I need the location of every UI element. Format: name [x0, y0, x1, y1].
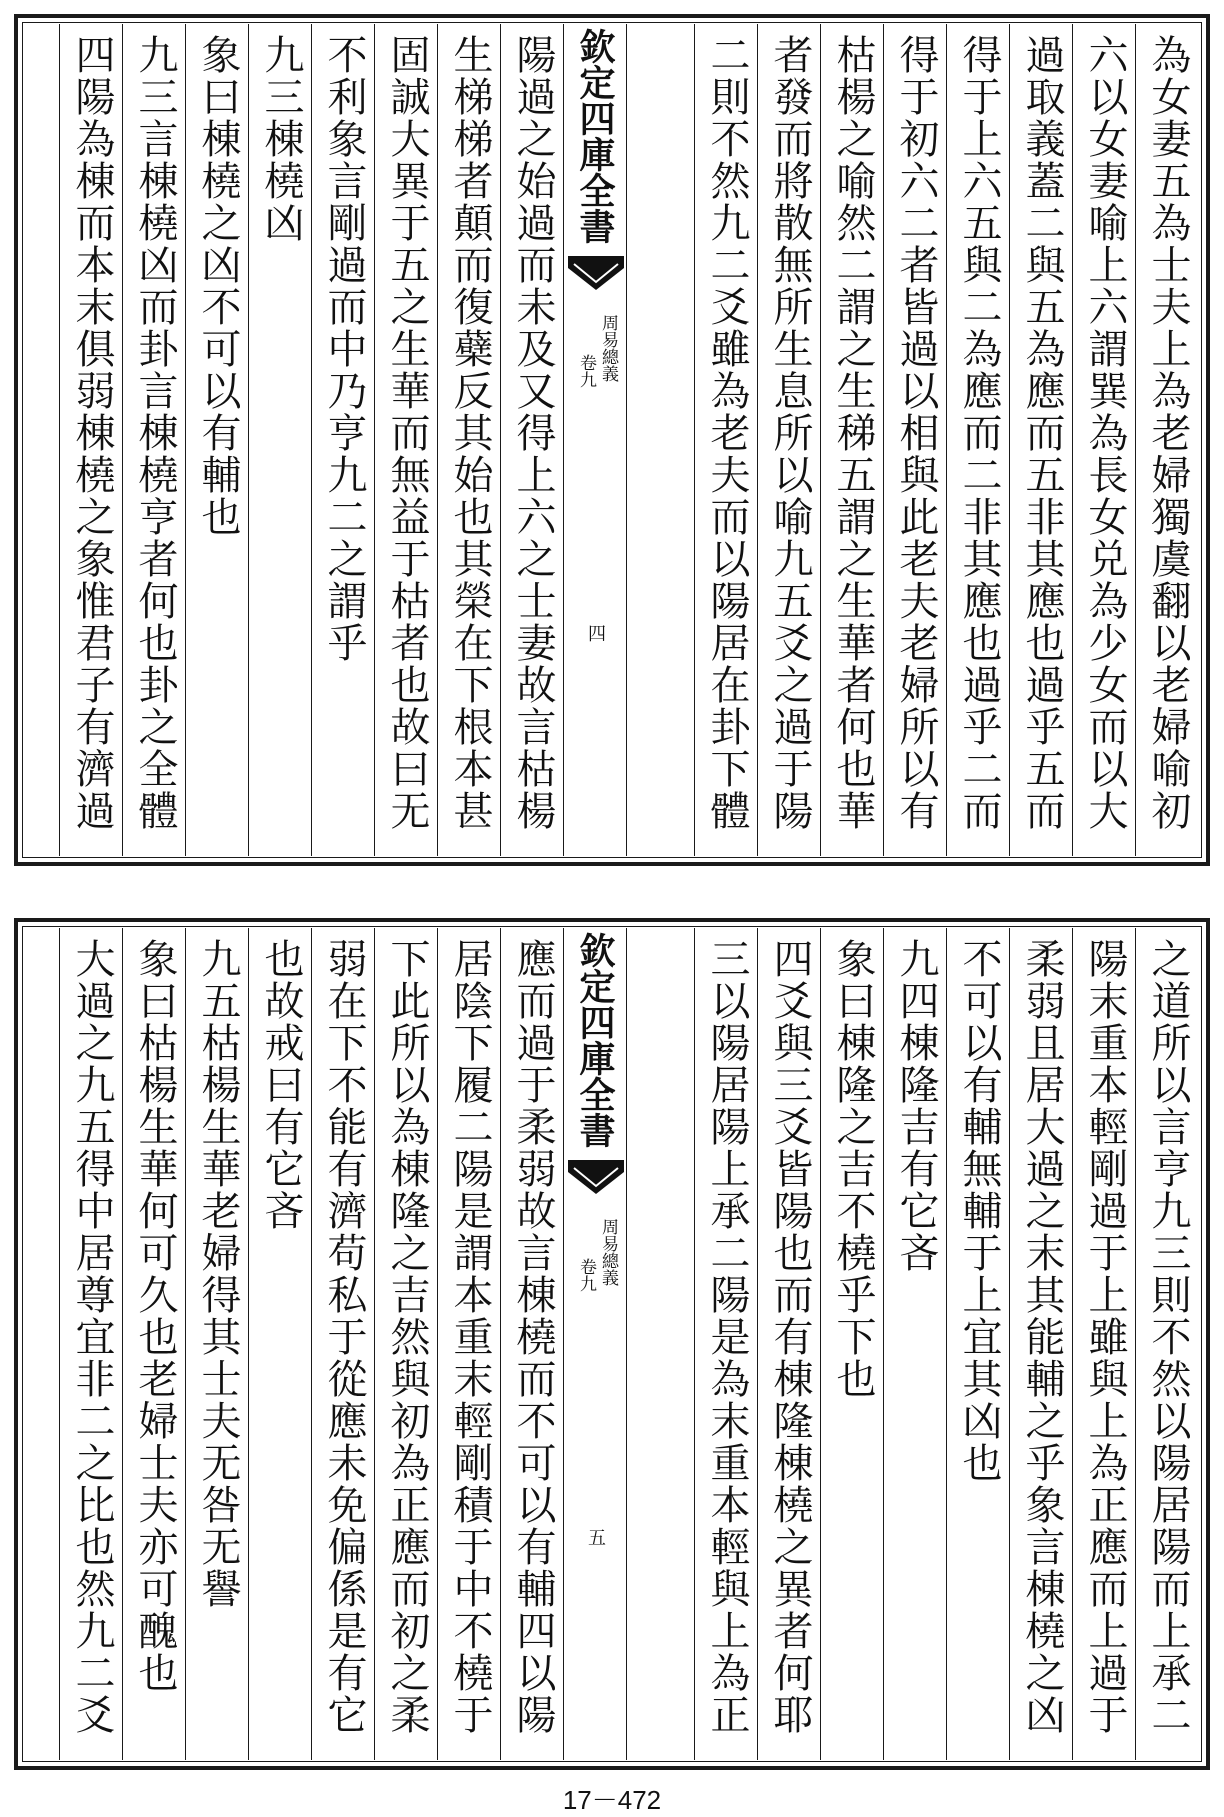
- top-page: [14, 14, 1210, 866]
- chapter-title: 周易總義: [598, 314, 618, 382]
- bottom-column-text: 之道所以言亨九三則不然以陽居陽而上承二: [1145, 938, 1191, 1736]
- column-rule: [500, 928, 501, 1760]
- folio-number: 五: [585, 1528, 606, 1546]
- column-rule: [248, 928, 249, 1760]
- column-rule: [59, 24, 60, 856]
- column-rule: [185, 24, 186, 856]
- top-text-column: [694, 24, 757, 856]
- top-center-column: [563, 24, 627, 856]
- bottom-column-text: 居陰下履二陽是謂本重末輕剛積于中不橈于: [447, 938, 493, 1736]
- top-column-text: 固誠大異于五之生華而無益于枯者也故曰无: [384, 34, 430, 832]
- bottom-text-column: [248, 928, 311, 1760]
- page-number-footer: 17－472: [562, 1785, 662, 1815]
- bottom-column-text: 大過之九五得中居尊宜非二之比也然九二爻: [69, 938, 115, 1736]
- top-column-text: 九三棟橈凶: [258, 34, 304, 244]
- top-text-column: [757, 24, 820, 856]
- top-column-text: 得于初六二者皆過以相與此老夫老婦所以有: [893, 34, 939, 832]
- chapter-volume: 卷九: [576, 354, 596, 388]
- top-text-column: [437, 24, 500, 856]
- bottom-column-text: 也故戒曰有它吝: [258, 938, 304, 1232]
- top-text-column: [311, 24, 374, 856]
- bottom-text-column: [1009, 928, 1072, 1760]
- column-rule: [374, 24, 375, 856]
- bottom-text-column: [500, 928, 563, 1760]
- bottom-text-column: [694, 928, 757, 1760]
- top-text-column: [185, 24, 248, 856]
- bottom-text-column: [185, 928, 248, 1760]
- column-rule: [883, 24, 884, 856]
- bottom-column-text: 四爻與三爻皆陽也而有棟隆棟橈之異者何耶: [767, 938, 813, 1736]
- top-text-column: [374, 24, 437, 856]
- bottom-text-column: [883, 928, 946, 1760]
- column-rule: [1072, 928, 1073, 1760]
- top-column-text: 枯楊之喻然二謂之生稊五謂之生華者何也華: [830, 34, 876, 832]
- bottom-text-column: [59, 928, 122, 1760]
- column-rule: [311, 928, 312, 1760]
- column-rule: [311, 24, 312, 856]
- top-column-text: 得于上六五與二為應而二非其應也過乎二而: [956, 34, 1002, 832]
- column-rule: [757, 928, 758, 1760]
- bottom-text-column: [374, 928, 437, 1760]
- top-column-text: 過取義蓋二與五為應而五非其應也過乎五而: [1019, 34, 1065, 832]
- bottom-column-text: 九五枯楊生華老婦得其士夫无咎无譽: [195, 938, 241, 1610]
- top-text-column: [883, 24, 946, 856]
- bottom-column-text: 象曰枯楊生華何可久也老婦士夫亦可醜也: [132, 938, 178, 1694]
- bottom-column-text: 不可以有輔無輔于上宜其凶也: [956, 938, 1002, 1484]
- book-title: 欽定四庫全書: [574, 932, 616, 1148]
- column-rule: [946, 24, 947, 856]
- bottom-column-text: 象曰棟隆之吉不橈乎下也: [830, 938, 876, 1400]
- column-rule: [820, 24, 821, 856]
- bottom-column-text: 陽末重本輕剛過于上雖與上為正應而上過于: [1082, 938, 1128, 1736]
- column-rule: [1072, 24, 1073, 856]
- column-rule: [694, 24, 695, 856]
- column-rule: [1009, 928, 1010, 1760]
- top-column-text: 二則不然九二爻雖為老夫而以陽居在卦下體: [704, 34, 750, 832]
- bottom-text-column: [437, 928, 500, 1760]
- column-rule: [185, 928, 186, 1760]
- top-column-text: 不利象言剛過而中乃亨九二之謂乎: [321, 34, 367, 664]
- column-rule: [946, 928, 947, 1760]
- chapter-volume: 卷九: [576, 1258, 596, 1292]
- bottom-text-column: [122, 928, 185, 1760]
- column-rule: [500, 24, 501, 856]
- bottom-text-column: [757, 928, 820, 1760]
- top-text-column: [946, 24, 1009, 856]
- top-column-text: 象曰棟橈之凶不可以有輔也: [195, 34, 241, 538]
- column-rule: [248, 24, 249, 856]
- bottom-center-column: [563, 928, 627, 1760]
- column-rule: [1135, 928, 1136, 1760]
- bottom-column-text: 九四棟隆吉有它吝: [893, 938, 939, 1274]
- column-rule: [59, 928, 60, 1760]
- bottom-page: [14, 918, 1210, 1770]
- top-text-column: [1135, 24, 1198, 856]
- bottom-text-column: [1072, 928, 1135, 1760]
- bottom-column-text: 柔弱且居大過之末其能輔之乎象言棟橈之凶: [1019, 938, 1065, 1736]
- top-text-column: [1072, 24, 1135, 856]
- top-column-text: 生梯梯者顛而復蘗反其始也其榮在下根本甚: [447, 34, 493, 832]
- column-rule: [1009, 24, 1010, 856]
- column-rule: [374, 928, 375, 1760]
- column-rule: [1135, 24, 1136, 856]
- column-rule: [437, 24, 438, 856]
- book-title: 欽定四庫全書: [574, 28, 616, 244]
- top-column-text: 陽過之始過而未及又得上六之士妻故言枯楊: [510, 34, 556, 832]
- top-column-text: 六以女妻喻上六謂巽為長女兑為少女而以大: [1082, 34, 1128, 832]
- chapter-title: 周易總義: [598, 1218, 618, 1286]
- top-column-text: 四陽為棟而本末俱弱棟橈之象惟君子有濟過: [69, 34, 115, 832]
- top-text-column: [1009, 24, 1072, 856]
- column-rule: [757, 24, 758, 856]
- bottom-column-text: 弱在下不能有濟苟私于從應未免偏係是有它: [321, 938, 367, 1736]
- bottom-column-text: 應而過于柔弱故言棟橈而不可以有輔四以陽: [510, 938, 556, 1736]
- top-column-text: 九三言棟橈凶而卦言棟橈亨者何也卦之全體: [132, 34, 178, 832]
- column-rule: [694, 928, 695, 1760]
- top-text-column: [59, 24, 122, 856]
- bottom-column-text: 下此所以為棟隆之吉然與初為正應而初之柔: [384, 938, 430, 1736]
- top-text-column: [122, 24, 185, 856]
- top-text-column: [248, 24, 311, 856]
- column-rule: [122, 928, 123, 1760]
- column-rule: [122, 24, 123, 856]
- top-column-text: 者發而將散無所生息所以喻九五爻之過于陽: [767, 34, 813, 832]
- top-text-column: [500, 24, 563, 856]
- folio-number: 四: [585, 624, 606, 642]
- top-text-column: [820, 24, 883, 856]
- bottom-text-column: [820, 928, 883, 1760]
- column-rule: [437, 928, 438, 1760]
- fish-tail-mark-icon: [568, 256, 624, 296]
- bottom-text-column: [311, 928, 374, 1760]
- bottom-text-column: [946, 928, 1009, 1760]
- column-rule: [820, 928, 821, 1760]
- fish-tail-mark-icon: [568, 1160, 624, 1200]
- column-rule: [883, 928, 884, 1760]
- bottom-column-text: 三以陽居陽上承二陽是為末重本輕與上為正: [704, 938, 750, 1736]
- top-column-text: 為女妻五為士夫上為老婦獨虞翻以老婦喻初: [1145, 34, 1191, 832]
- bottom-text-column: [1135, 928, 1198, 1760]
